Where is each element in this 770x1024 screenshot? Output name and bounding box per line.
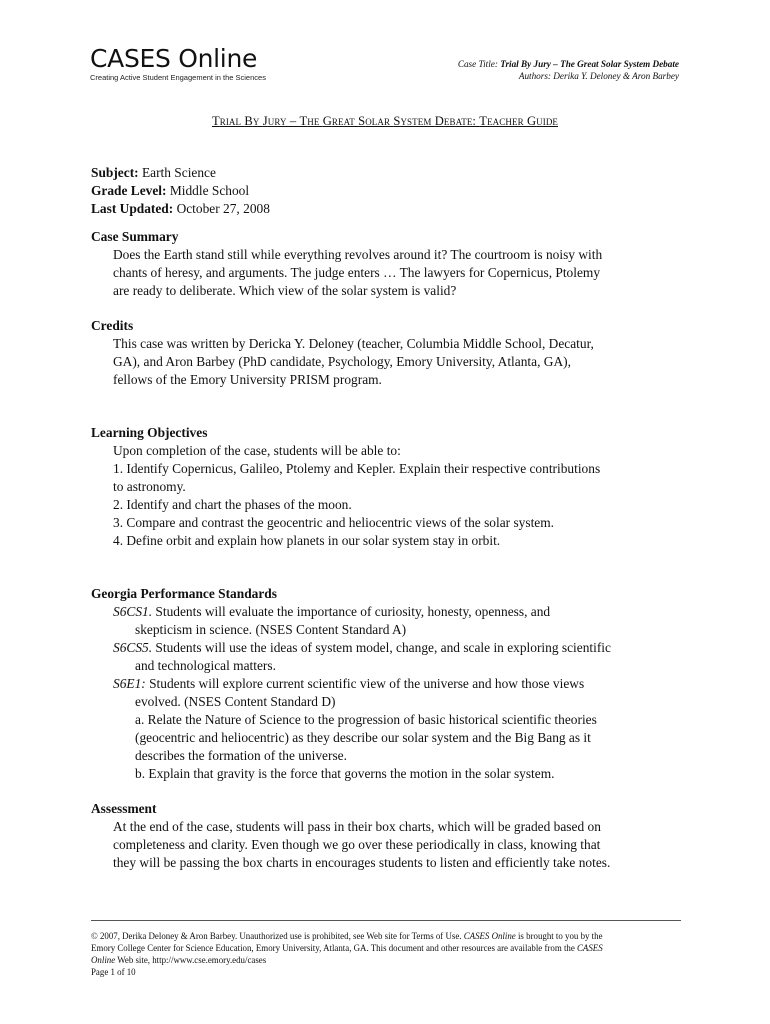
- standard-code: S6E1:: [113, 676, 146, 691]
- standard-s6e1: [91, 675, 691, 693]
- summary-line: are ready to deliberate. Which view of the solar system is valid?: [113, 283, 457, 298]
- objectives-intro: Upon completion of the case, students will be able to:: [113, 443, 401, 458]
- section-heading-learning-objectives: Learning Objectives: [91, 425, 208, 440]
- standard-text: and technological matters.: [135, 658, 276, 673]
- subject-value: Earth Science: [138, 165, 216, 180]
- document-body: [91, 164, 691, 872]
- case-title-value: Trial By Jury – The Great Solar System Debate: [500, 59, 679, 69]
- title-part: G: [526, 114, 537, 128]
- footer-text: Emory College Center for Science Education, Emory University, Atlanta, GA. This document and other resources are available from the: [91, 943, 577, 953]
- title-part: eacher: [487, 114, 527, 128]
- assessment-line: At the end of the case, students will pass in their box charts, which will be graded based on: [113, 819, 601, 834]
- case-authors: Authors: Derika Y. Deloney & Aron Barbey: [518, 71, 679, 81]
- footer-text: Web site, http://www.cse.emory.edu/cases: [115, 955, 267, 965]
- section-heading-assessment: Assessment: [91, 801, 157, 816]
- case-title-label: Case Title:: [457, 59, 501, 69]
- grade-label: Grade Level:: [91, 183, 167, 198]
- document-title: [0, 114, 770, 129]
- logo-tagline: Creating Active Student Engagement in the Sciences: [90, 73, 266, 82]
- standard-text: skepticism in science. (NSES Content Standard A): [135, 622, 407, 637]
- title-part: ury –: [267, 114, 300, 128]
- title-part: he: [307, 114, 323, 128]
- credits-line: This case was written by Dericka Y. Deloney (teacher, Columbia Middle School, Decatur,: [113, 336, 594, 351]
- updated-label: Last Updated:: [91, 201, 174, 216]
- grade-line: [91, 182, 691, 200]
- standard-code: S6CS5.: [113, 640, 153, 655]
- title-part: T: [211, 114, 220, 128]
- summary-line: chants of heresy, and arguments. The judge enters … The lawyers for Copernicus, Ptolemy: [113, 265, 601, 280]
- standard-text: evolved. (NSES Content Standard D): [135, 694, 336, 709]
- objective-item: 2. Identify and chart the phases of the moon.: [113, 497, 352, 512]
- credits-line: fellows of the Emory University PRISM program.: [113, 372, 382, 387]
- grade-value: Middle School: [166, 183, 250, 198]
- objective-item: 4. Define orbit and explain how planets in our solar system stay in orbit.: [113, 533, 501, 548]
- logo-title: CASES Online: [90, 44, 258, 73]
- footer-center: [91, 942, 681, 954]
- standard-code: S6CS1.: [113, 604, 153, 619]
- title-part: reat: [331, 114, 359, 128]
- standard-sub-item: a. Relate the Nature of Science to the progression of basic historical scientific theories: [135, 712, 597, 727]
- objective-item: 1. Identify Copernicus, Galileo, Ptolemy and Kepler. Explain their respective contributions: [113, 461, 601, 476]
- footer-text: CASES: [577, 943, 603, 953]
- title-part: rial: [219, 114, 245, 128]
- title-part: S: [358, 114, 366, 128]
- title-part: y: [252, 114, 263, 128]
- cases-online-logo: [90, 46, 266, 82]
- footer-text: Online: [91, 955, 116, 965]
- title-part: G: [322, 114, 332, 128]
- standard-text: Students will use the ideas of system model, change, and scale in exploring scientific: [152, 640, 611, 655]
- title-part: T: [479, 114, 488, 128]
- title-part: T: [299, 114, 308, 128]
- objective-item: to astronomy.: [113, 479, 186, 494]
- updated-value: October 27, 2008: [173, 201, 270, 216]
- standard-sub-item: b. Explain that gravity is the force that governs the motion in the solar system.: [135, 766, 555, 781]
- page-footer: [91, 920, 681, 978]
- title-part: B: [244, 114, 253, 128]
- title-part: ebate:: [443, 114, 480, 128]
- footer-copyright: [91, 930, 681, 942]
- standard-text: Students will explore current scientific view of the universe and how those views: [145, 676, 585, 691]
- assessment-line: completeness and clarity. Even though we go over these periodically in class, knowing that: [113, 837, 601, 852]
- title-part: uide: [536, 114, 559, 128]
- assessment-line: they will be passing the box charts in encourages students to listen and efficiently take notes.: [113, 855, 611, 870]
- footer-website: [91, 954, 681, 966]
- title-part: ystem: [400, 114, 435, 128]
- standard-s6cs5: [91, 639, 691, 657]
- title-part: olar: [365, 114, 394, 128]
- section-heading-georgia-standards: Georgia Performance Standards: [91, 586, 277, 601]
- updated-line: [91, 200, 691, 218]
- case-title-line: [458, 58, 679, 70]
- title-part: J: [262, 114, 268, 128]
- summary-line: Does the Earth stand still while everything revolves around it? The courtroom is noisy with: [113, 247, 603, 262]
- section-heading-case-summary: Case Summary: [91, 229, 179, 244]
- footer-text: CASES Online: [463, 931, 516, 941]
- subject-line: [91, 164, 691, 182]
- section-heading-credits: Credits: [91, 318, 134, 333]
- case-header: [458, 58, 679, 82]
- title-part: D: [434, 114, 444, 128]
- page-number: Page 1 of 10: [91, 967, 136, 977]
- standard-text: Students will evaluate the importance of curiosity, honesty, openness, and: [152, 604, 551, 619]
- footer-text: is brought to you by the: [515, 931, 603, 941]
- credits-line: GA), and Aron Barbey (PhD candidate, Psychology, Emory University, Atlanta, GA),: [113, 354, 571, 369]
- standard-s6cs1: [91, 603, 691, 621]
- standard-sub-item: (geocentric and heliocentric) as they describe our solar system and the Big Bang as it: [135, 730, 591, 745]
- footer-text: © 2007, Derika Deloney & Aron Barbey. Unauthorized use is prohibited, see Web site for Terms of Use.: [91, 931, 464, 941]
- standard-sub-item: describes the formation of the universe.: [135, 748, 347, 763]
- subject-label: Subject:: [91, 165, 139, 180]
- objective-item: 3. Compare and contrast the geocentric and heliocentric views of the solar system.: [113, 515, 555, 530]
- title-part: S: [393, 114, 401, 128]
